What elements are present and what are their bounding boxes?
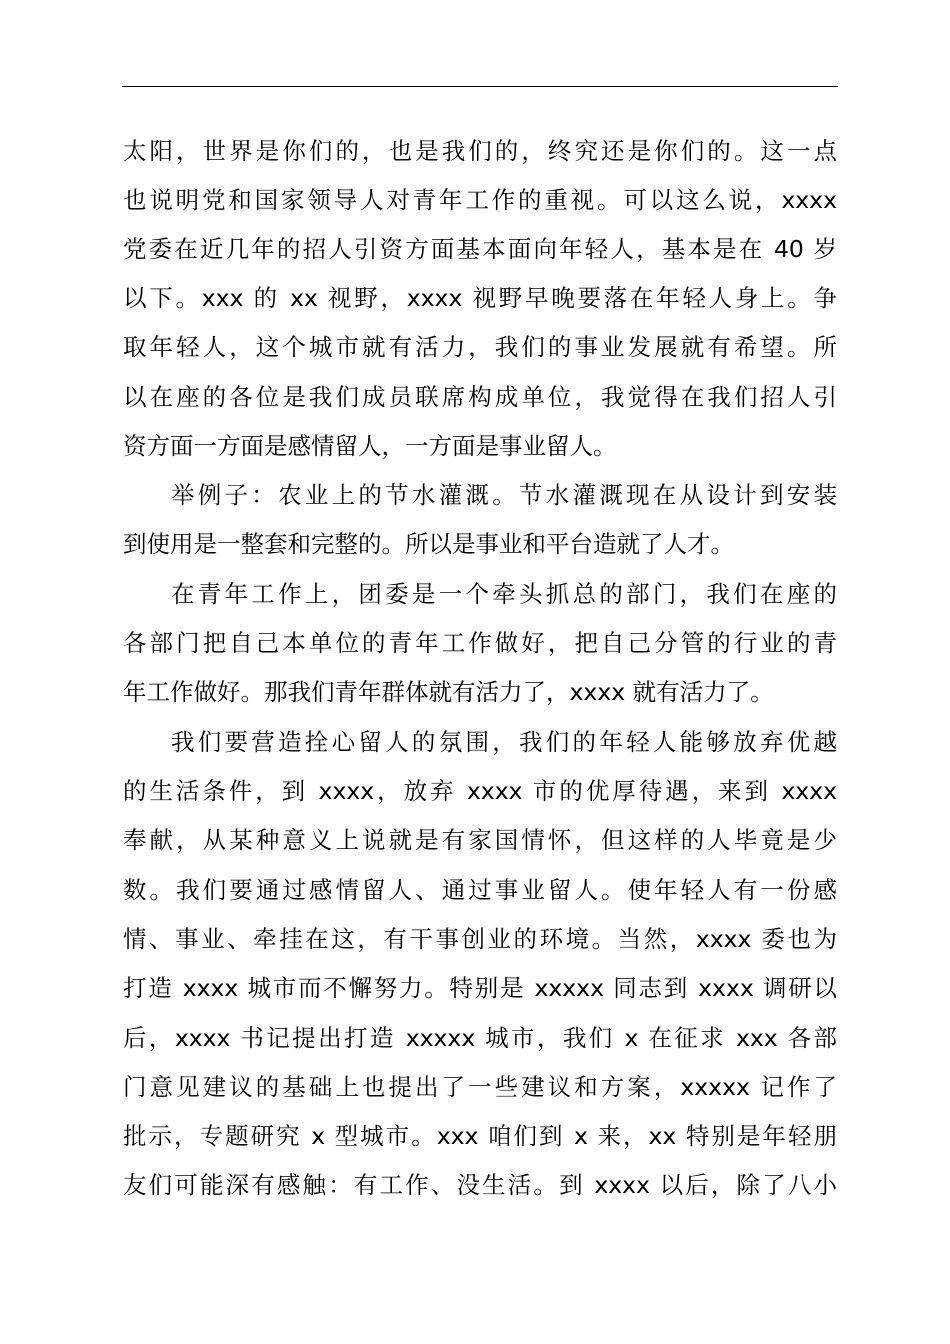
text-line: 批示，专题研究 x 型城市。xxx 咱们到 x 来，xx 特别是年轻朋 <box>123 1122 837 1150</box>
text-line: 党委在近几年的招人引资方面基本面向年轻人，基本是在 40 岁 <box>123 235 837 263</box>
paragraph-first-line: 在青年工作上，团委是一个牵头抓总的部门，我们在座的 <box>171 580 837 608</box>
text-line: 各部门把自己本单位的青年工作做好，把自己分管的行业的青 <box>123 629 837 657</box>
text-line: 奉献，从某种意义上说就是有家国情怀，但这样的人毕竟是少 <box>123 826 837 854</box>
text-line: 情、事业、牵挂在这，有干事创业的环境。当然，xxxx 委也为 <box>123 925 837 953</box>
text-line: 门意见建议的基础上也提出了一些建议和方案，xxxxx 记作了 <box>123 1073 837 1101</box>
header-rule <box>122 86 838 87</box>
text-line: 年工作做好。那我们青年群体就有活力了，xxxx 就有活力了。 <box>123 678 774 706</box>
text-line: 以下。xxx 的 xx 视野，xxxx 视野早晚要落在年轻人身上。争 <box>123 284 837 312</box>
paragraph-first-line: 举例子：农业上的节水灌溉。节水灌溉现在从设计到安装 <box>171 481 837 509</box>
text-line: 资方面一方面是感情留人，一方面是事业留人。 <box>123 432 617 460</box>
text-line: 到使用是一整套和完整的。所以是事业和平台造就了人才。 <box>123 530 734 558</box>
text-line: 以在座的各位是我们成员联席构成单位，我觉得在我们招人引 <box>123 383 837 411</box>
text-line: 后，xxxx 书记提出打造 xxxxx 城市，我们 x 在征求 xxx 各部 <box>123 1024 837 1052</box>
text-line: 太阳，世界是你们的，也是我们的，终究还是你们的。这一点 <box>123 137 837 165</box>
text-line: 打造 xxxx 城市而不懈努力。特别是 xxxxx 同志到 xxxx 调研以 <box>123 974 837 1002</box>
text-line: 友们可能深有感触：有工作、没生活。到 xxxx 以后，除了八小 <box>123 1171 837 1199</box>
text-line: 取年轻人，这个城市就有活力，我们的事业发展就有希望。所 <box>123 333 837 361</box>
text-line: 也说明党和国家领导人对青年工作的重视。可以这么说，xxxx <box>123 186 837 214</box>
text-line: 数。我们要通过感情留人、通过事业留人。使年轻人有一份感 <box>123 876 837 904</box>
text-line: 的生活条件，到 xxxx，放弃 xxxx 市的优厚待遇，来到 xxxx <box>123 777 837 805</box>
paragraph-first-line: 我们要营造拴心留人的氛围，我们的年轻人能够放弃优越 <box>171 728 837 756</box>
